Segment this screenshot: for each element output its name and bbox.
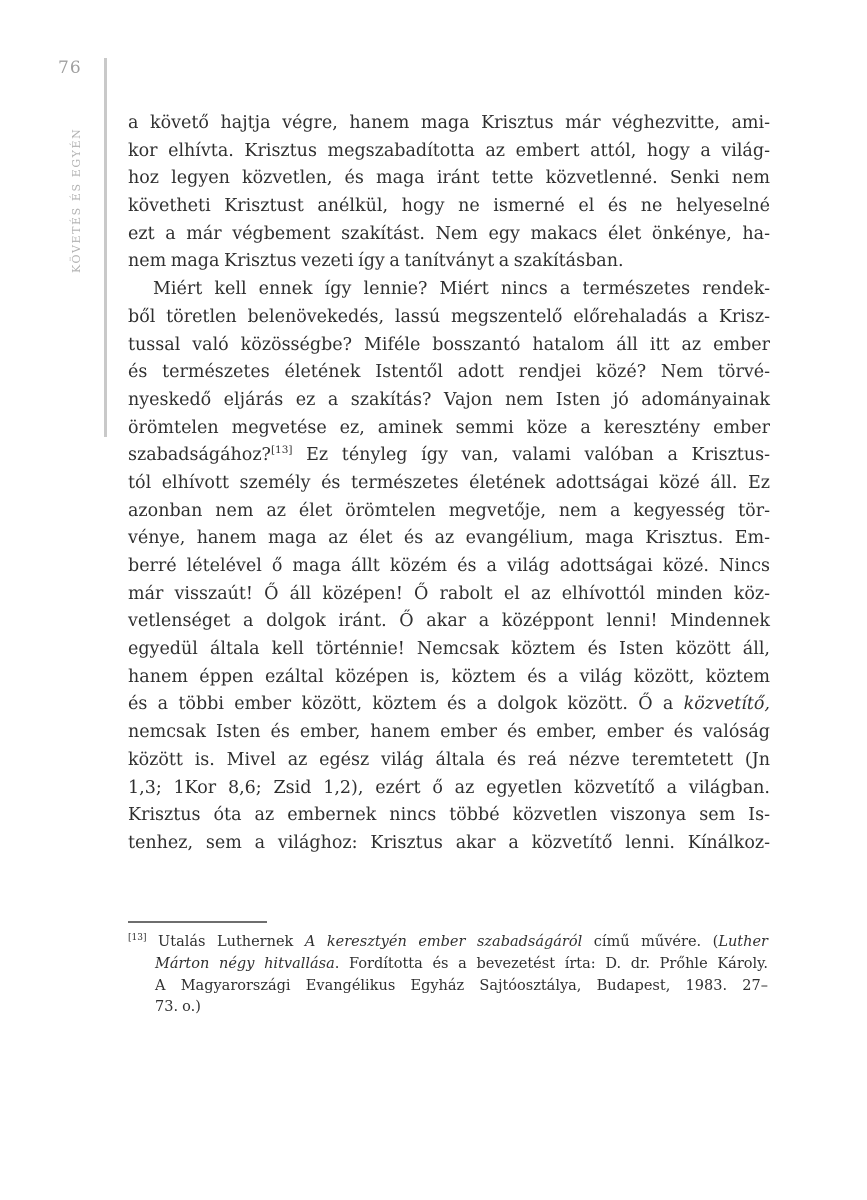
text-segment: már visszaút! Ő áll középen! Ő rabolt el az elhívottól minden köz- [128,583,770,604]
text-line [128,442,770,470]
text-line [155,954,768,976]
margin-divider-line [104,58,107,437]
text-line [155,997,768,1019]
running-header-vertical: KÖVETÉS ÉS EGYÉN [70,127,83,273]
text-segment: vénye, hanem maga az élet és az evangélium, maga Krisztus. Em- [128,528,770,549]
footnote-rule [128,921,267,923]
text-segment: A Magyarországi Evangélikus Egyház Sajtóosztálya, Budapest, 1983. 27– [155,977,768,994]
italic-text: Márton négy hitvallása [155,955,335,972]
text-segment: Krisztus óta az embernek nincs többé közvetlen viszonya sem Is- [128,805,770,826]
text-line [128,138,770,166]
text-segment: Miért kell ennek így lennie? Miért nincs a természetes rendek- [153,279,770,300]
text-segment: ezt a már végbement szakítást. Nem egy makacs élet önkénye, ha- [128,223,770,244]
text-segment: berré lételével ő maga állt közém és a világ adottságai közé. Nincs [128,556,770,576]
text-line [128,387,770,415]
text-segment: követheti Krisztust anélkül, hogy ne ismerné el és ne helyeselné [128,196,770,217]
text-segment: és a többi ember között, köztem és a dolgok között. Ő a [128,694,684,715]
text-line [128,470,770,498]
text-segment: tussal való közösségbe? Miféle bosszantó hatalom áll itt az ember [128,334,770,355]
text-segment: 1,3; 1Kor 8,6; Zsid 1,2), ezért ő az egyetlen közvetítő a világban. [128,777,770,798]
text-line [128,775,770,803]
text-line [128,498,770,526]
text-segment: . Fordította és a bevezetést írta: D. dr. Prőhle Károly. [334,955,768,972]
text-line [128,581,770,609]
text-line [128,747,770,775]
text-line [128,415,770,443]
text-line [128,608,770,636]
text-line [128,636,770,664]
footnote-ref-marker: [13] [128,933,147,944]
text-segment: Ez tényleg így van, valami valóban a Krisztus- [292,445,770,466]
text-line [128,221,770,249]
text-segment: tenhez, sem a világhoz: Krisztus akar a közvetítő lenni. Kínálkoz- [128,832,770,853]
text-line [128,304,770,332]
text-line [128,193,770,221]
text-segment: vetlenséget a dolgok iránt. Ő akar a középpont lenni! Mindennek [128,611,770,632]
text-line [128,691,770,719]
text-segment: a követő hajtja végre, hanem maga Krisztus már véghezvitte, ami- [128,113,770,133]
text-line [128,276,770,304]
text-line [128,332,770,360]
text-segment: nem maga Krisztus vezeti így a tanítványt a szakításban. [128,251,624,272]
footnote-ref-marker: [13] [270,444,293,457]
text-segment: kor elhívta. Krisztus megszabadította az embert attól, hogy a világ- [128,140,770,161]
text-segment: örömtelen megvetése ez, aminek semmi köze a keresztény ember [128,417,770,438]
text-segment: nyeskedő eljárás ez a szakítás? Vajon nem Isten jó adományainak [128,389,770,410]
text-segment: szabadságához? [128,445,271,466]
text-segment: 73. o.) [155,999,201,1016]
text-line [128,359,770,387]
text-segment: és természetes életének Istentől adott rendjei közé? Nem törvé- [128,362,770,383]
text-line [128,248,770,276]
italic-text: közvetítő, [683,694,770,715]
italic-text: Luther [718,934,768,950]
text-line [128,664,770,692]
text-line [128,932,768,954]
text-line [128,802,770,830]
text-segment: hoz legyen közvetlen, és maga iránt tette közvetlenné. Senki nem [128,168,770,189]
text-line [128,553,770,581]
text-line [128,719,770,747]
body-text-block [128,110,770,858]
text-line [128,165,770,193]
text-line [128,830,770,858]
text-segment: tól elhívott személy és természetes életének adottságai közé áll. Ez [128,472,770,493]
text-segment: ből töretlen belenövekedés, lassú megszentelő előrehaladás a Krisz- [128,306,770,327]
page-number: 76 [58,58,82,78]
text-line [155,976,768,998]
text-segment: című művére. ( [582,934,719,950]
text-segment: egyedül általa kell történnie! Nemcsak köztem és Isten között áll, [128,639,770,660]
footnote-block [128,932,768,1019]
text-segment: között is. Mivel az egész világ általa és reá nézve teremtetett (Jn [128,749,770,770]
text-line [128,110,770,138]
text-segment: azonban nem az élet örömtelen megvetője, nem a kegyesség tör- [128,500,770,521]
italic-text: A keresztyén ember szabadságáról [304,934,583,950]
text-line [128,525,770,553]
text-segment: hanem éppen ezáltal középen is, köztem és a világ között, köztem [128,666,770,687]
text-segment: Utalás Luthernek [146,934,305,950]
text-segment: nemcsak Isten és ember, hanem ember és ember, ember és valóság [128,722,770,743]
